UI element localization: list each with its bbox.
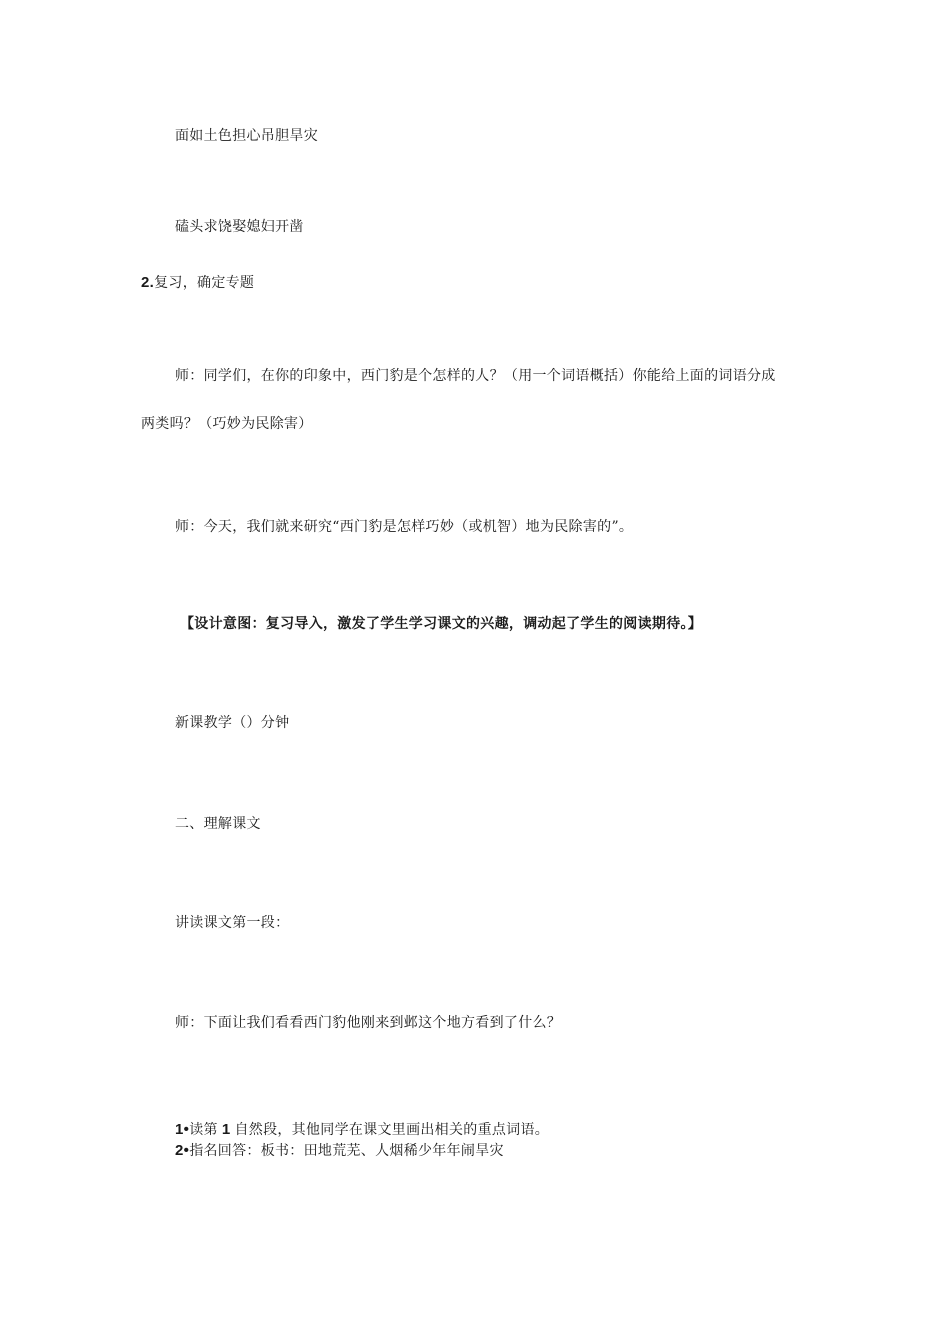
step-1-text: 读第 — [189, 1122, 218, 1138]
step-1-number: 1• — [175, 1121, 190, 1138]
design-intent-note: 【设计意图：复习导入，激发了学生学习课文的兴趣，调动起了学生的阅读期待。】 — [180, 616, 703, 632]
step-1 — [175, 1120, 549, 1140]
vocab-line-2: 磕头求饶娶媳妇开凿 — [175, 219, 304, 235]
section-number: 2. — [141, 274, 155, 291]
step-1-paragraph-number: 1 — [221, 1121, 231, 1138]
step-2-text: 指名回答：板书：田地荒芜、人烟稀少年年闹旱灾 — [189, 1143, 504, 1159]
step-2-number: 2• — [175, 1142, 190, 1159]
teacher-statement: 师：今天，我们就来研究“西门豹是怎样巧妙（或机智）地为民除害的”。 — [175, 519, 634, 535]
section-title: 复习，确定专题 — [154, 275, 255, 291]
step-2 — [175, 1141, 504, 1161]
teacher-question-line-2: 两类吗？（巧妙为民除害） — [141, 416, 313, 432]
section-heading-review — [141, 273, 254, 293]
vocab-line-1: 面如土色担心吊胆旱灾 — [175, 128, 318, 144]
paragraph-one-heading: 讲读课文第一段： — [175, 915, 290, 931]
step-1-rest: 自然段，其他同学在课文里画出相关的重点词语。 — [234, 1122, 550, 1138]
teacher-prompt: 师：下面让我们看看西门豹他刚来到邺这个地方看到了什么？ — [175, 1015, 562, 1031]
teacher-question-line-1: 师：同学们，在你的印象中，西门豹是个怎样的人？（用一个词语概括）你能给上面的词语分成 — [175, 368, 776, 384]
section-heading-understand: 二、理解课文 — [175, 816, 261, 832]
new-lesson-heading: 新课教学（）分钟 — [175, 715, 290, 731]
